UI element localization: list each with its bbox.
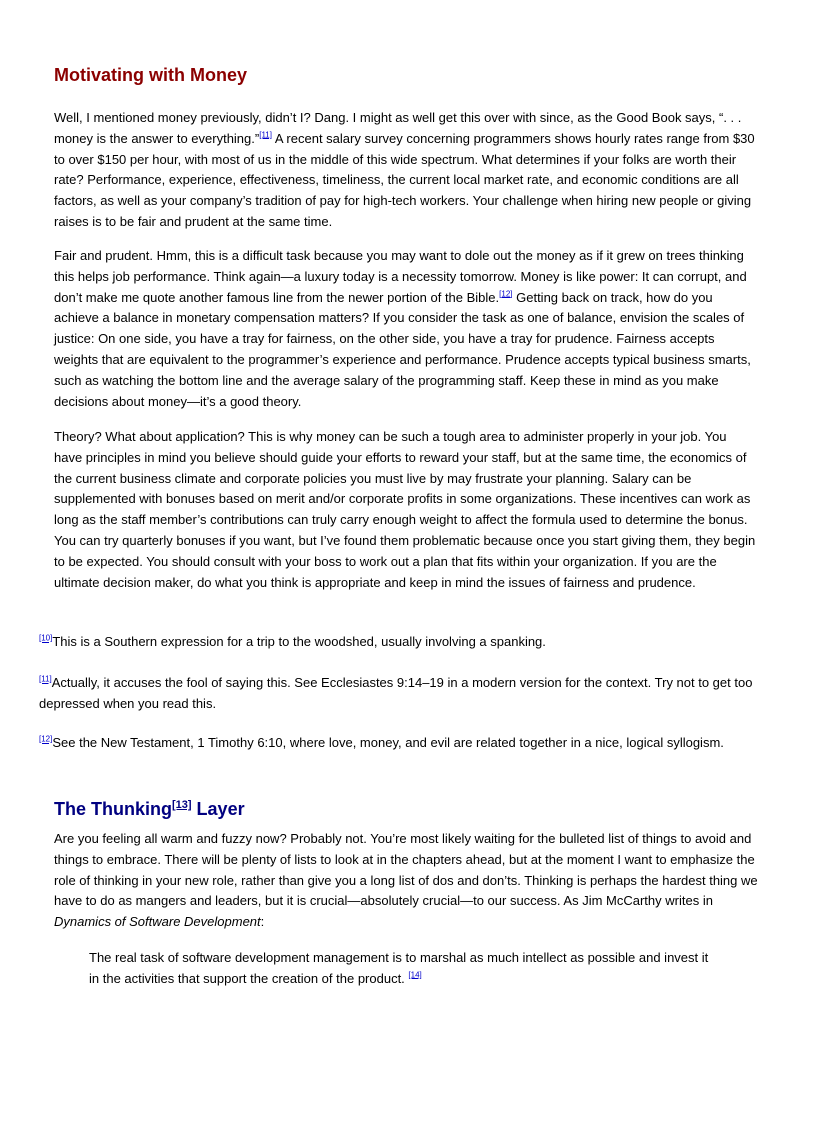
footnote-link-12[interactable]: [12] [499,289,513,299]
paragraph-text: Well, I mentioned money previously, didn’t I? Dang. I might as well get this over with since, as the Good Book says, “. . . money is the answer to everything.” [54,110,742,146]
footnote-anchor-11[interactable]: [11] [39,674,52,684]
footnote-link-13[interactable]: [13] [171,799,192,811]
paragraph-text: : [260,914,265,930]
paragraph-text: Are you feeling all warm and fuzzy now? Probably not. You’re most likely waiting for the bulleted list of things to avoid and things to embrace. There will be plenty of lists to look at in the chapters ahead, but at the moment I want to emphasize the role of thinking in your new role, rather than give you a long list of dos and don’ts. Thinking is perhaps the hardest thing we have to do as mangers and leaders, but it is crucial—absolutely crucial—to our success. As Jim McCarthy writes in [54,831,758,909]
footnote-12 [39,733,765,754]
paragraph-fair-and-prudent [54,246,758,412]
footnote-link-11[interactable]: [11] [259,130,272,140]
quote-text: The real task of software development management is to marshal as much intellect as possible and invest it in the activities that support the creation of the product. [89,950,709,986]
footnote-link-14[interactable]: [14] [408,970,422,980]
paragraph-text: Fair and prudent. Hmm, this is a difficult task because you may want to dole out the money as if it grew on trees thinking this helps job performance. Think again—a luxury today is a necessity tomorrow. Money is like power: It can corrupt, and don’t make me quote another famous line from the newer portion of the Bible. [54,248,747,305]
paragraph-text: Getting back on track, how do you achieve a balance in monetary compensation matters? If you consider the task as one of balance, envision the scales of justice: On one side, you have a tray for fairness, on the other side, you have a tray for prudence. Fairness accepts weights that are equivalent to the programmer’s experience and performance. Prudence accepts typical business smarts, such as watching the bottom line and the average salary of the programming staff. Keep these in mind as you make decisions about money—it’s a good theory. [54,289,751,409]
footnote-10 [39,632,765,653]
section-heading-motivating-with-money: Motivating with Money [54,65,247,85]
footnote-text: Actually, it accuses the fool of saying this. See Ecclesiastes 9:14–19 in a modern version for the context. Try not to get too depressed when you read this. [39,675,753,711]
heading-text: Layer [191,799,245,819]
paragraph-money-intro [54,108,758,233]
paragraph-thinking-role [54,829,758,933]
block-quote [89,948,709,990]
footnote-text: This is a Southern expression for a trip to the woodshed, usually involving a spanking. [52,634,546,649]
footnote-anchor-10[interactable]: [10] [39,633,53,643]
footnote-11 [39,673,765,715]
paragraph-text: A recent salary survey concerning programmers shows hourly rates range from $30 to over $150 per hour, with most of us in the middle of this wide spectrum. What determines if your folks are worth their rate? Performance, experience, effectiveness, timeliness, the current local market rate, and economic conditions are all factors, as well as your company’s tradition of pay for high-tech workers. Your challenge when hiring new people or giving raises is to be fair and prudent at the same time. [54,130,755,229]
paragraph-theory-application: Theory? What about application? This is why money can be such a tough area to administer properly in your job. You have principles in mind you believe should guide your efforts to reward your staff, but at the same time, the economics of the current business climate and corporate policies you must live by may frustrate your planning. Salary can be supplemented with bonuses based on merit and/or corporate profits in some organizations. These incentives can work as long as the staff member’s contributions can truly carry enough weight to affect the formula used to determine the bonus. You can try quarterly bonuses if you want, but I’ve found them problematic because once you start giving them, they begin to be expected. You should consult with your boss to work out a plan that fits within your organization. If you are the ultimate decision maker, do what you think is appropriate and keep in mind the issues of fairness and prudence. [54,429,756,590]
book-title: Dynamics of Software Development [54,914,261,930]
section-heading-thunking-layer [54,799,245,820]
heading-text: The Thunking [54,799,172,819]
footnote-anchor-12[interactable]: [12] [39,734,53,744]
footnote-text: See the New Testament, 1 Timothy 6:10, where love, money, and evil are related together in a nice, logical syllogism. [52,735,724,750]
